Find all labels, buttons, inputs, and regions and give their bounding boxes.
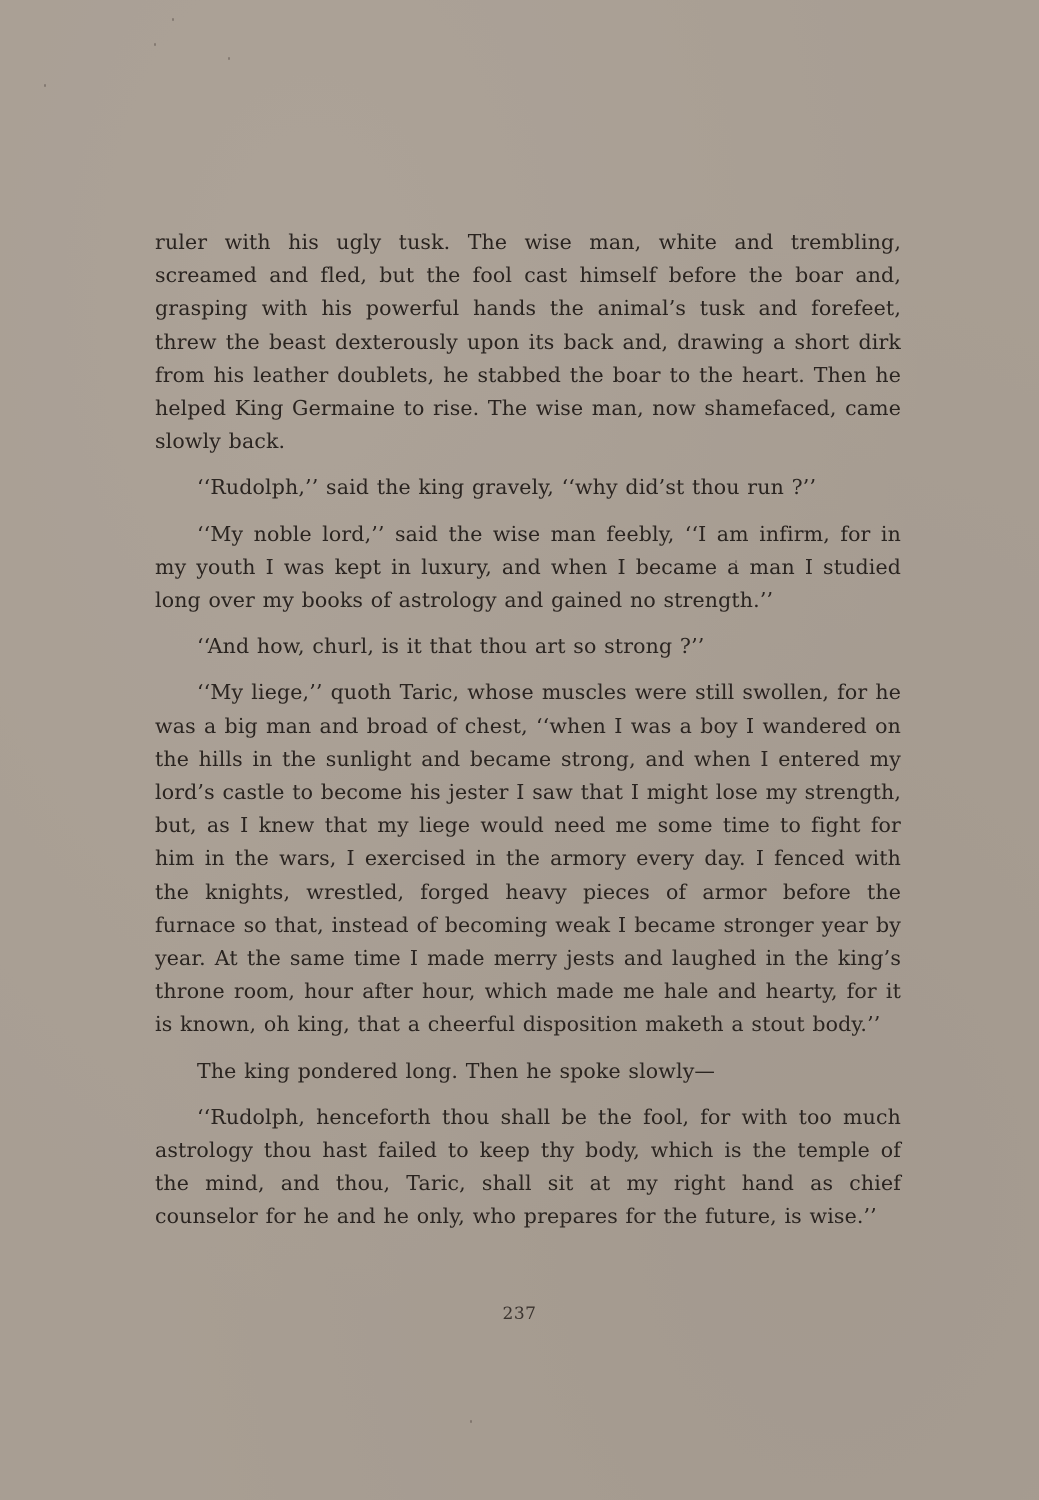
paragraph-king-question-churl: ‘‘And how, churl, is it that thou art so strong ?’’ xyxy=(197,634,705,659)
page-number: 237 xyxy=(502,1304,537,1324)
paper-speck xyxy=(228,57,230,60)
paragraph-king-verdict: ‘‘Rudolph, henceforth thou shall be the fool, for with too much astrology thou hast failed to keep thy body, which is the temple of the mind, and thou, Taric, shall sit at my right hand as chief counselor for he and he only, who prepares for the future, is wise.’’ xyxy=(155,1104,901,1229)
paper-speck xyxy=(470,1420,472,1423)
body-text xyxy=(155,226,901,1247)
paragraph-king-question: ‘‘Rudolph,’’ said the king gravely, ‘‘why did’st thou run ?’’ xyxy=(197,475,817,500)
paragraph-taric-reply: ‘‘My liege,’’ quoth Taric, whose muscles were still swollen, for he was a big man and broad of chest, ‘‘when I was a boy I wandered on the hills in the sunlight and became strong, and when I entered my lord’s castle to become his jester I saw that I might lose my strength, but, as I knew that my liege would need me some time to fight for him in the wars, I exercised in the armory every day. I fenced with the knights, wrestled, forged heavy pieces of armor before the furnace so that, instead of becoming weak I became stronger year by year. At the same time I made merry jests and laughed in the king’s throne room, hour after hour, which made me hale and hearty, for it is known, oh king, that a cheerful disposition maketh a stout body.’’ xyxy=(155,680,901,1037)
paper-speck xyxy=(154,43,156,46)
paper-speck xyxy=(44,84,46,87)
paragraph-wise-man-reply: ‘‘My noble lord,’’ said the wise man feebly, ‘‘I am infirm, for in my youth I was kept in luxury, and when I became a man I studied long over my books of astrology and gained no strength.’’ xyxy=(155,521,901,613)
paper-speck xyxy=(172,18,174,21)
paragraph-continued-from-previous-page: ruler with his ugly tusk. The wise man, white and trembling, screamed and fled, but the fool cast himself before the boar and, grasping with his powerful hands the animal’s tusk and forefeet, threw the beast dexterously upon its back and, drawing a short dirk from his leather doublets, he stabbed the boar to the heart. Then he helped King Germaine to rise. The wise man, now shamefaced, came slowly back. xyxy=(155,230,901,454)
paragraph-king-ponders: The king pondered long. Then he spoke slowly— xyxy=(197,1058,716,1083)
